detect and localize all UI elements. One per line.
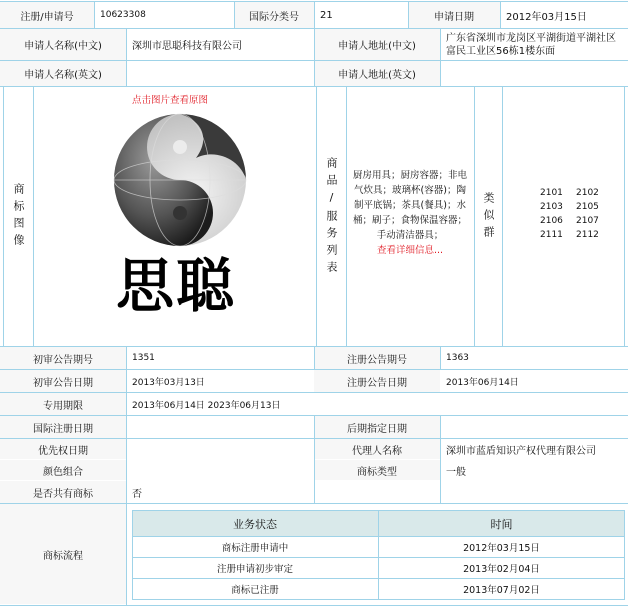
reg-pub-no-value: 1363	[446, 353, 469, 363]
similar-code-row: 2101 2102	[540, 188, 599, 198]
prelim-no-label: 初审公告期号	[0, 347, 126, 369]
prelim-no-value: 1351	[132, 353, 155, 363]
grid-line	[474, 86, 475, 346]
shared-mark-label: 是否共有商标	[0, 481, 126, 503]
grid-line	[440, 415, 441, 503]
grid-line	[440, 28, 441, 86]
grid-line	[314, 28, 315, 86]
similar-group-label	[474, 88, 502, 346]
trademark-image[interactable]	[56, 108, 296, 340]
similar-code-row: 2111 2112	[540, 230, 599, 240]
applicant-name-en-value	[126, 61, 314, 86]
grid-line	[314, 1, 315, 28]
grid-line	[346, 86, 347, 346]
process-row-time: 2013年02月04日	[463, 564, 540, 575]
process-row-status: 注册申请初步审定	[216, 564, 293, 575]
trademark-image-label-text: 商标图像	[12, 183, 25, 251]
grid-line	[126, 28, 127, 86]
applicant-name-cn-label: 申请人名称(中文)	[0, 29, 126, 60]
grid-line	[314, 346, 315, 369]
apply-date-value: 2012年03月15日	[506, 11, 587, 23]
goods-label	[316, 88, 346, 346]
similar-code-row: 2103 2105	[540, 202, 599, 212]
grid-line	[0, 369, 628, 370]
grid-line	[624, 510, 625, 600]
exclusive-period-label: 专用期限	[0, 393, 126, 415]
mark-type-value: 一般	[446, 466, 466, 478]
process-label: 商标流程	[0, 504, 126, 604]
trademark-mark-text: 思聪	[115, 252, 236, 320]
grid-line	[126, 346, 127, 503]
reg-pub-date-label: 注册公告日期	[314, 370, 440, 392]
class-value: 21	[320, 9, 333, 21]
process-row-time: 2013年07月02日	[463, 585, 540, 596]
grid-line	[314, 415, 315, 503]
grid-line	[0, 605, 628, 606]
grid-line	[0, 86, 628, 87]
color-combo-label: 颜色组合	[0, 460, 126, 480]
agent-value: 深圳市蓝盾知识产权代理有限公司	[446, 445, 596, 457]
later-date-label: 后期指定日期	[314, 416, 440, 438]
priority-date-value	[126, 439, 314, 459]
goods-list	[350, 168, 470, 258]
reg-no-label: 注册/申请号	[0, 2, 94, 28]
grid-line	[0, 503, 628, 504]
reg-no-value: 10623308	[100, 10, 146, 20]
process-col-time: 时间	[379, 511, 624, 536]
applicant-name-en-label: 申请人名称(英文)	[0, 61, 126, 86]
similar-codes	[540, 186, 620, 242]
applicant-addr-cn-label: 申请人地址(中文)	[314, 29, 440, 60]
exclusive-period-value: 2013年06月14日 2023年06月13日	[132, 400, 281, 411]
process-row-status: 商标注册申请中	[221, 543, 289, 554]
grid-line	[408, 1, 409, 28]
shared-mark-value: 否	[132, 488, 142, 500]
grid-line	[378, 510, 379, 600]
yin-yang-globe-logo	[56, 108, 296, 258]
grid-line	[0, 392, 628, 393]
reg-pub-date-value: 2013年06月14日	[446, 377, 519, 388]
grid-line	[33, 86, 34, 346]
applicant-addr-cn-value: 广东省深圳市龙岗区平湖街道平湖社区富民工业区56栋1楼东面	[446, 32, 616, 57]
goods-label-text: 商品/服务列表	[325, 156, 338, 278]
process-col-status: 业务状态	[132, 511, 378, 536]
intl-reg-date-value	[126, 416, 314, 438]
grid-line	[94, 1, 95, 28]
grid-line	[234, 1, 235, 28]
color-combo-value	[126, 460, 314, 480]
goods-more-link[interactable]: 查看详细信息...	[376, 245, 444, 256]
grid-line	[624, 86, 625, 346]
grid-line	[3, 86, 4, 346]
prelim-date-value: 2013年03月13日	[132, 377, 205, 388]
class-label: 国际分类号	[234, 2, 314, 28]
view-original-link[interactable]: 点击图片查看原图	[132, 95, 209, 106]
similar-code-row: 2106 2107	[540, 216, 599, 226]
mark-type-label: 商标类型	[314, 460, 440, 480]
grid-line	[440, 346, 441, 369]
grid-line	[132, 510, 133, 600]
applicant-addr-en-value	[440, 61, 626, 86]
prelim-date-label: 初审公告日期	[0, 370, 126, 392]
applicant-addr-en-label: 申请人地址(英文)	[314, 61, 440, 86]
grid-line	[126, 503, 127, 605]
process-row-status: 商标已注册	[231, 585, 279, 596]
priority-date-label: 优先权日期	[0, 439, 126, 459]
grid-line	[500, 1, 501, 28]
similar-group-label-text: 类似群	[482, 191, 495, 243]
trademark-image-label	[4, 88, 32, 346]
apply-date-label: 申请日期	[408, 2, 500, 28]
reg-pub-no-label: 注册公告期号	[314, 347, 440, 369]
applicant-name-cn-value: 深圳市思聪科技有限公司	[132, 41, 242, 52]
goods-text: 厨房用具；厨房容器；非电气炊具；玻璃杯(容器)；陶制平底锅；茶具(餐具)；水桶；刷子；食物保温容器；手动清洁器具；	[352, 170, 467, 241]
process-row-time: 2012年03月15日	[463, 543, 540, 554]
grid-line	[502, 86, 503, 346]
grid-line	[316, 86, 317, 346]
agent-label: 代理人名称	[314, 439, 440, 459]
later-date-value	[440, 416, 626, 438]
intl-reg-date-label: 国际注册日期	[0, 416, 126, 438]
